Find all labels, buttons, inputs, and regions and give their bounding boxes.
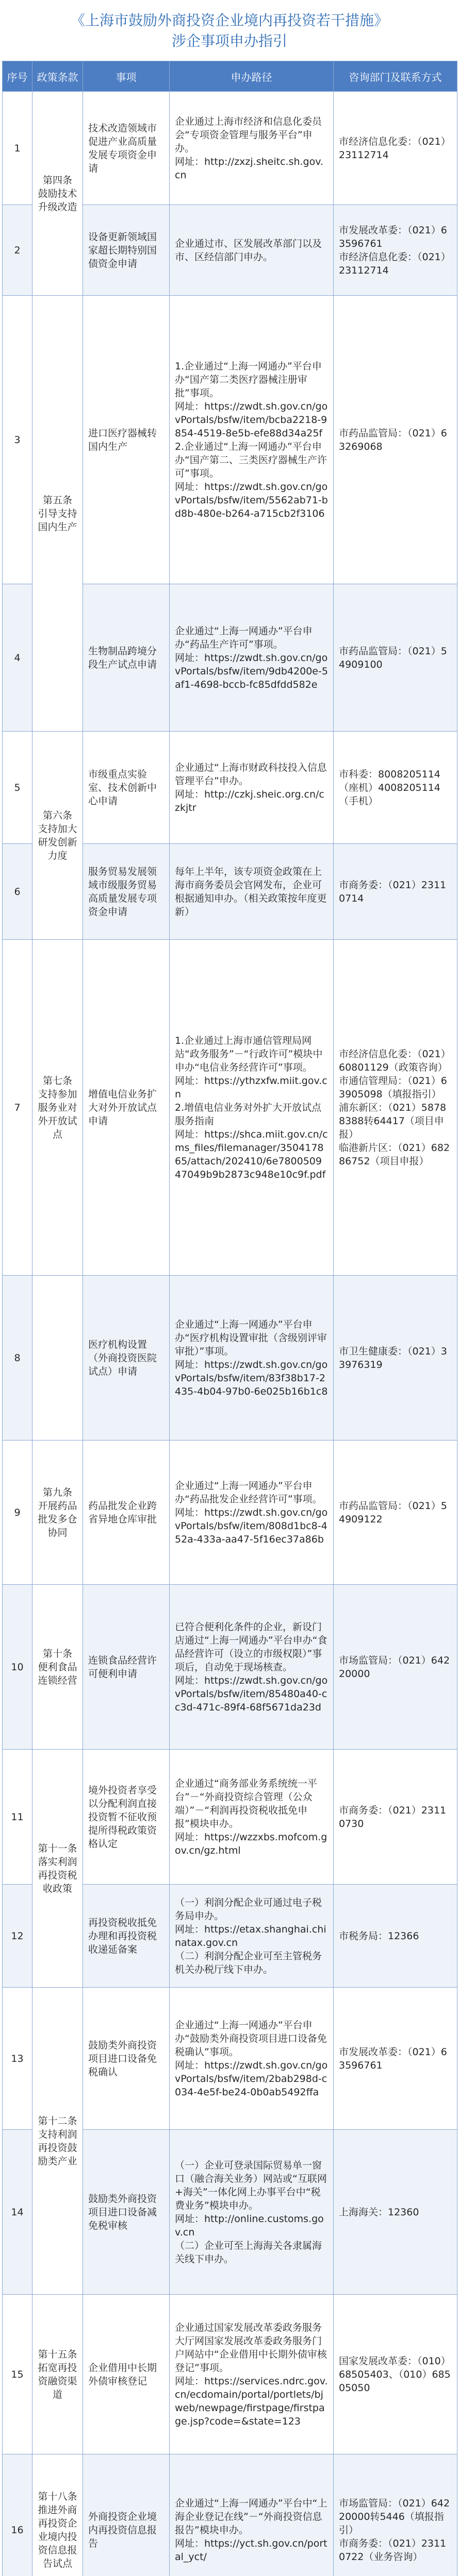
policy-clause: 第六条 支持加大研发创新力度 bbox=[32, 732, 83, 940]
policy-clause: 第十五条 拓宽再投资融资渠道 bbox=[32, 2295, 83, 2454]
row-number: 5 bbox=[3, 732, 32, 844]
table-row bbox=[3, 1440, 457, 1585]
application-path: 1.企业通过上海市通信管理局网站“政务服务”－“行政许可”模块中申办“电信业务经营许可”事项。 网址：https://ythzxfw.miit.gov.cn 2.增值电信业务对外扩大开放试点服务指南 网址：https://shca.miit.gov.cn/cms_files/filemanager/350417865/attach/202410/6e780050947049b9b2873c948e10c9f.pdf bbox=[170, 940, 334, 1276]
application-path: 企业通过“商务部业务系统统一平台”－“外商投资综合管理（公众端）”－“利润再投资税收抵免申报”模块申办。 网址：https://wzzxbs.mofcom.gov.cn/gz.html bbox=[170, 1750, 334, 1885]
row-number: 12 bbox=[3, 1885, 32, 1988]
header-clause: 政策条款 bbox=[32, 61, 83, 92]
item-name: 生物制品跨境分段生产试点申请 bbox=[83, 584, 170, 732]
header-path: 申办路径 bbox=[170, 61, 334, 92]
table-row bbox=[3, 2454, 457, 2576]
table-row bbox=[3, 1988, 457, 2130]
contact-info: 市场监管局：（021）64220000 bbox=[334, 1585, 457, 1750]
application-path: （一）企业可登录国际贸易单一窗口（融合海关业务）网站或“互联网+海关”一体化网上办事平台中“税费业务”模块申办。 网址：http://online.customs.gov.cn （二）企业可至上海海关各隶属海关线下申办。 bbox=[170, 2130, 334, 2295]
application-path: 企业通过上海市经济和信息化委员会“专项资金管理与服务平台”申办。 网址：http://zxzj.sheitc.sh.gov.cn bbox=[170, 92, 334, 205]
table-header-row bbox=[3, 61, 457, 92]
contact-info: 市经济信息化委：（021）23112714 bbox=[334, 92, 457, 205]
table-body bbox=[3, 92, 457, 2576]
table-row bbox=[3, 1750, 457, 1885]
policy-clause: 第七条 支持参加服务业对外开放试点 bbox=[32, 940, 83, 1276]
contact-info: 市经济信息化委：（021）60801129（政策咨询） 市通信管理局：（021）63905098（填报指引） 浦东新区：（021）58788388转64417（项目申报） 临港新片区：（021）68286752（项目申报） bbox=[334, 940, 457, 1276]
contact-info: 市卫生健康委：（021）33976319 bbox=[334, 1276, 457, 1440]
contact-info: 上海海关：12360 bbox=[334, 2130, 457, 2295]
contact-info: 市药品监管局：（021）54909122 bbox=[334, 1440, 457, 1585]
row-number: 11 bbox=[3, 1750, 32, 1885]
table-row bbox=[3, 940, 457, 1276]
application-path: 1.企业通过“上海一网通办”平台申办“国产第二类医疗器械注册审批”事项。 网址：https://zwdt.sh.gov.cn/govPortals/bsfw/item/bcba2218-9854-4519-8e5b-efe88d34a25f 2.企业通过“上海一网通办”平台申办“国产第二、三类医疗器械生产许可”事项。 网址：https://zwdt.sh.gov.cn/govPortals/bsfw/item/5562ab71-bd8b-480e-b264-a715cb2f3106 bbox=[170, 296, 334, 584]
policy-clause bbox=[32, 1276, 83, 1440]
application-path: （一）利润分配企业可通过电子税务局申办。 网址：https://etax.shanghai.chinatax.gov.cn （二）利润分配企业可至主管税务机关办税厅线下申办。 bbox=[170, 1885, 334, 1988]
item-name: 进口医疗器械转国内生产 bbox=[83, 296, 170, 584]
row-number: 10 bbox=[3, 1585, 32, 1750]
row-number: 2 bbox=[3, 205, 32, 296]
policy-clause: 第四条 鼓励技术升级改造 bbox=[32, 92, 83, 296]
application-path: 企业通过“上海一网通办”平台申办“鼓励类外商投资项目进口设备免税确认”事项。 网址：https://zwdt.sh.gov.cn/govPortals/bsfw/item/2bab298d-c034-4e5f-be24-0b0ab5492ffa bbox=[170, 1988, 334, 2130]
item-name: 服务贸易发展领域市级服务贸易高质量发展专项资金申请 bbox=[83, 844, 170, 940]
application-path: 企业通过“上海一网通办”平台中“上海企业登记在线”－“外商投资信息报告”模块申办。 网址：https://yct.sh.gov.cn/portal_yct/ bbox=[170, 2454, 334, 2576]
row-number: 8 bbox=[3, 1276, 32, 1440]
title-line-1: 《上海市鼓励外商投资企业境内再投资若干措施》 bbox=[2, 10, 457, 31]
item-name: 鼓励类外商投资项目进口设备免税确认 bbox=[83, 1988, 170, 2130]
item-name: 连锁食品经营许可便利申请 bbox=[83, 1585, 170, 1750]
contact-info: 市发展改革委：（021）63596761 市经济信息化委：（021）23112714 bbox=[334, 205, 457, 296]
contact-info: 市商务委：（021）23110730 bbox=[334, 1750, 457, 1885]
contact-info: 市发展改革委：（021）63596761 bbox=[334, 1988, 457, 2130]
application-path: 企业通过“上海一网通办”平台申办“药品生产许可”事项。 网址：https://zwdt.sh.gov.cn/govPortals/bsfw/item/9db4200e-5af1-4698-bccb-fc85dfdd582e bbox=[170, 584, 334, 732]
row-number: 3 bbox=[3, 296, 32, 584]
policy-clause: 第十一条 落实利润再投资税收政策 bbox=[32, 1750, 83, 1988]
header-item: 事项 bbox=[83, 61, 170, 92]
contact-info: 国家发展改革委：（010）68505403、（010）68505050 bbox=[334, 2295, 457, 2454]
item-name: 医疗机构设置（外商投资医院试点）申请 bbox=[83, 1276, 170, 1440]
contact-info: 市场监管局：（021）64220000转5446（填报指引） 市商务委：（021）23110722（业务咨询） bbox=[334, 2454, 457, 2576]
item-name: 药品批发企业跨省异地仓库审批 bbox=[83, 1440, 170, 1585]
table-row bbox=[3, 296, 457, 584]
row-number: 13 bbox=[3, 1988, 32, 2130]
contact-info: 市药品监管局：（021）54909100 bbox=[334, 584, 457, 732]
application-path: 企业通过“上海市财政科技投入信息管理平台”申办。 网址：http://czkj.sheic.org.cn/czkjtr bbox=[170, 732, 334, 844]
contact-info: 市商务委：（021）23110714 bbox=[334, 844, 457, 940]
policy-clause: 第九条 开展药品批发多仓协同 bbox=[32, 1440, 83, 1585]
header-no: 序号 bbox=[3, 61, 32, 92]
document-title bbox=[2, 3, 457, 61]
row-number: 9 bbox=[3, 1440, 32, 1585]
row-number: 15 bbox=[3, 2295, 32, 2454]
item-name: 增值电信业务扩大对外开放试点申请 bbox=[83, 940, 170, 1276]
table-row bbox=[3, 732, 457, 844]
item-name: 技术改造领域市促进产业高质量发展专项资金申请 bbox=[83, 92, 170, 205]
contact-info: 市药品监管局：（021）63269068 bbox=[334, 296, 457, 584]
application-path: 每年上半年，该专项资金政策在上海市商务委员会官网发布，企业可根据通知申办。（相关政策按年度更新） bbox=[170, 844, 334, 940]
application-path: 企业通过市、区发展改革部门以及市、区经信部门申办。 bbox=[170, 205, 334, 296]
row-number: 14 bbox=[3, 2130, 32, 2295]
table-row bbox=[3, 92, 457, 205]
item-name: 鼓励类外商投资项目进口设备减免税审核 bbox=[83, 2130, 170, 2295]
item-name: 再投资税收抵免办理和再投资税收递延备案 bbox=[83, 1885, 170, 1988]
item-name: 外商投资企业境内再投资信息报告 bbox=[83, 2454, 170, 2576]
row-number: 16 bbox=[3, 2454, 32, 2576]
item-name: 境外投资者享受以分配利润直接投资暂不征收预提所得税政策资格认定 bbox=[83, 1750, 170, 1885]
contact-info: 市税务局：12366 bbox=[334, 1885, 457, 1988]
table-row bbox=[3, 1585, 457, 1750]
application-path: 企业通过“上海一网通办”平台申办“医疗机构设置审批（含级别评审审批）”事项。 网址：https://zwdt.sh.gov.cn/govPortals/bsfw/item/83f38b17-2435-4b04-97b0-6e025b16b1c8 bbox=[170, 1276, 334, 1440]
contact-info: 市科委：8008205114（座机）4008205114（手机） bbox=[334, 732, 457, 844]
row-number: 1 bbox=[3, 92, 32, 205]
header-contact: 咨询部门及联系方式 bbox=[334, 61, 457, 92]
application-path: 已符合便利化条件的企业，新设门店通过“上海一网通办”平台申办“食品经营许可（设立的市级权限）”事项后，自动免于现场核查。 网址：https://zwdt.sh.gov.cn/govPortals/bsfw/item/85480a40-cc3d-471c-89f4-68f5671da23d bbox=[170, 1585, 334, 1750]
item-name: 企业借用中长期外债审核登记 bbox=[83, 2295, 170, 2454]
policy-clause: 第十八条 推进外商再投资企业境内投资信息报告试点 bbox=[32, 2454, 83, 2576]
guide-table bbox=[2, 61, 457, 2576]
policy-clause: 第十条 便利食品连锁经营 bbox=[32, 1585, 83, 1750]
row-number: 6 bbox=[3, 844, 32, 940]
title-line-2: 涉企事项申办指引 bbox=[2, 31, 457, 52]
application-path: 企业通过国家发展改革委政务服务大厅网国家发展改革委政务服务门户网站中“企业借用中长期外债审核登记”事项。 网址：https://services.ndrc.gov.cn/ecdomain/portal/portlets/bjweb/newpage/firstpage/firstpage.jsp?code=&state=123 bbox=[170, 2295, 334, 2454]
item-name: 设备更新领域国家超长期特别国债资金申请 bbox=[83, 205, 170, 296]
table-row bbox=[3, 1276, 457, 1440]
document bbox=[2, 3, 457, 2576]
item-name: 市级重点实验室、技术创新中心申请 bbox=[83, 732, 170, 844]
policy-clause: 第十二条 支持利润再投资鼓励类产业 bbox=[32, 1988, 83, 2295]
policy-clause: 第五条 引导支持国内生产 bbox=[32, 296, 83, 732]
row-number: 7 bbox=[3, 940, 32, 1276]
application-path: 企业通过“上海一网通办”平台申办“药品批发企业经营许可”事项。 网址：https://zwdt.sh.gov.cn/govPortals/bsfw/item/808d1bc8-452a-433a-aa47-5f16ec37a86b bbox=[170, 1440, 334, 1585]
row-number: 4 bbox=[3, 584, 32, 732]
table-row bbox=[3, 2295, 457, 2454]
